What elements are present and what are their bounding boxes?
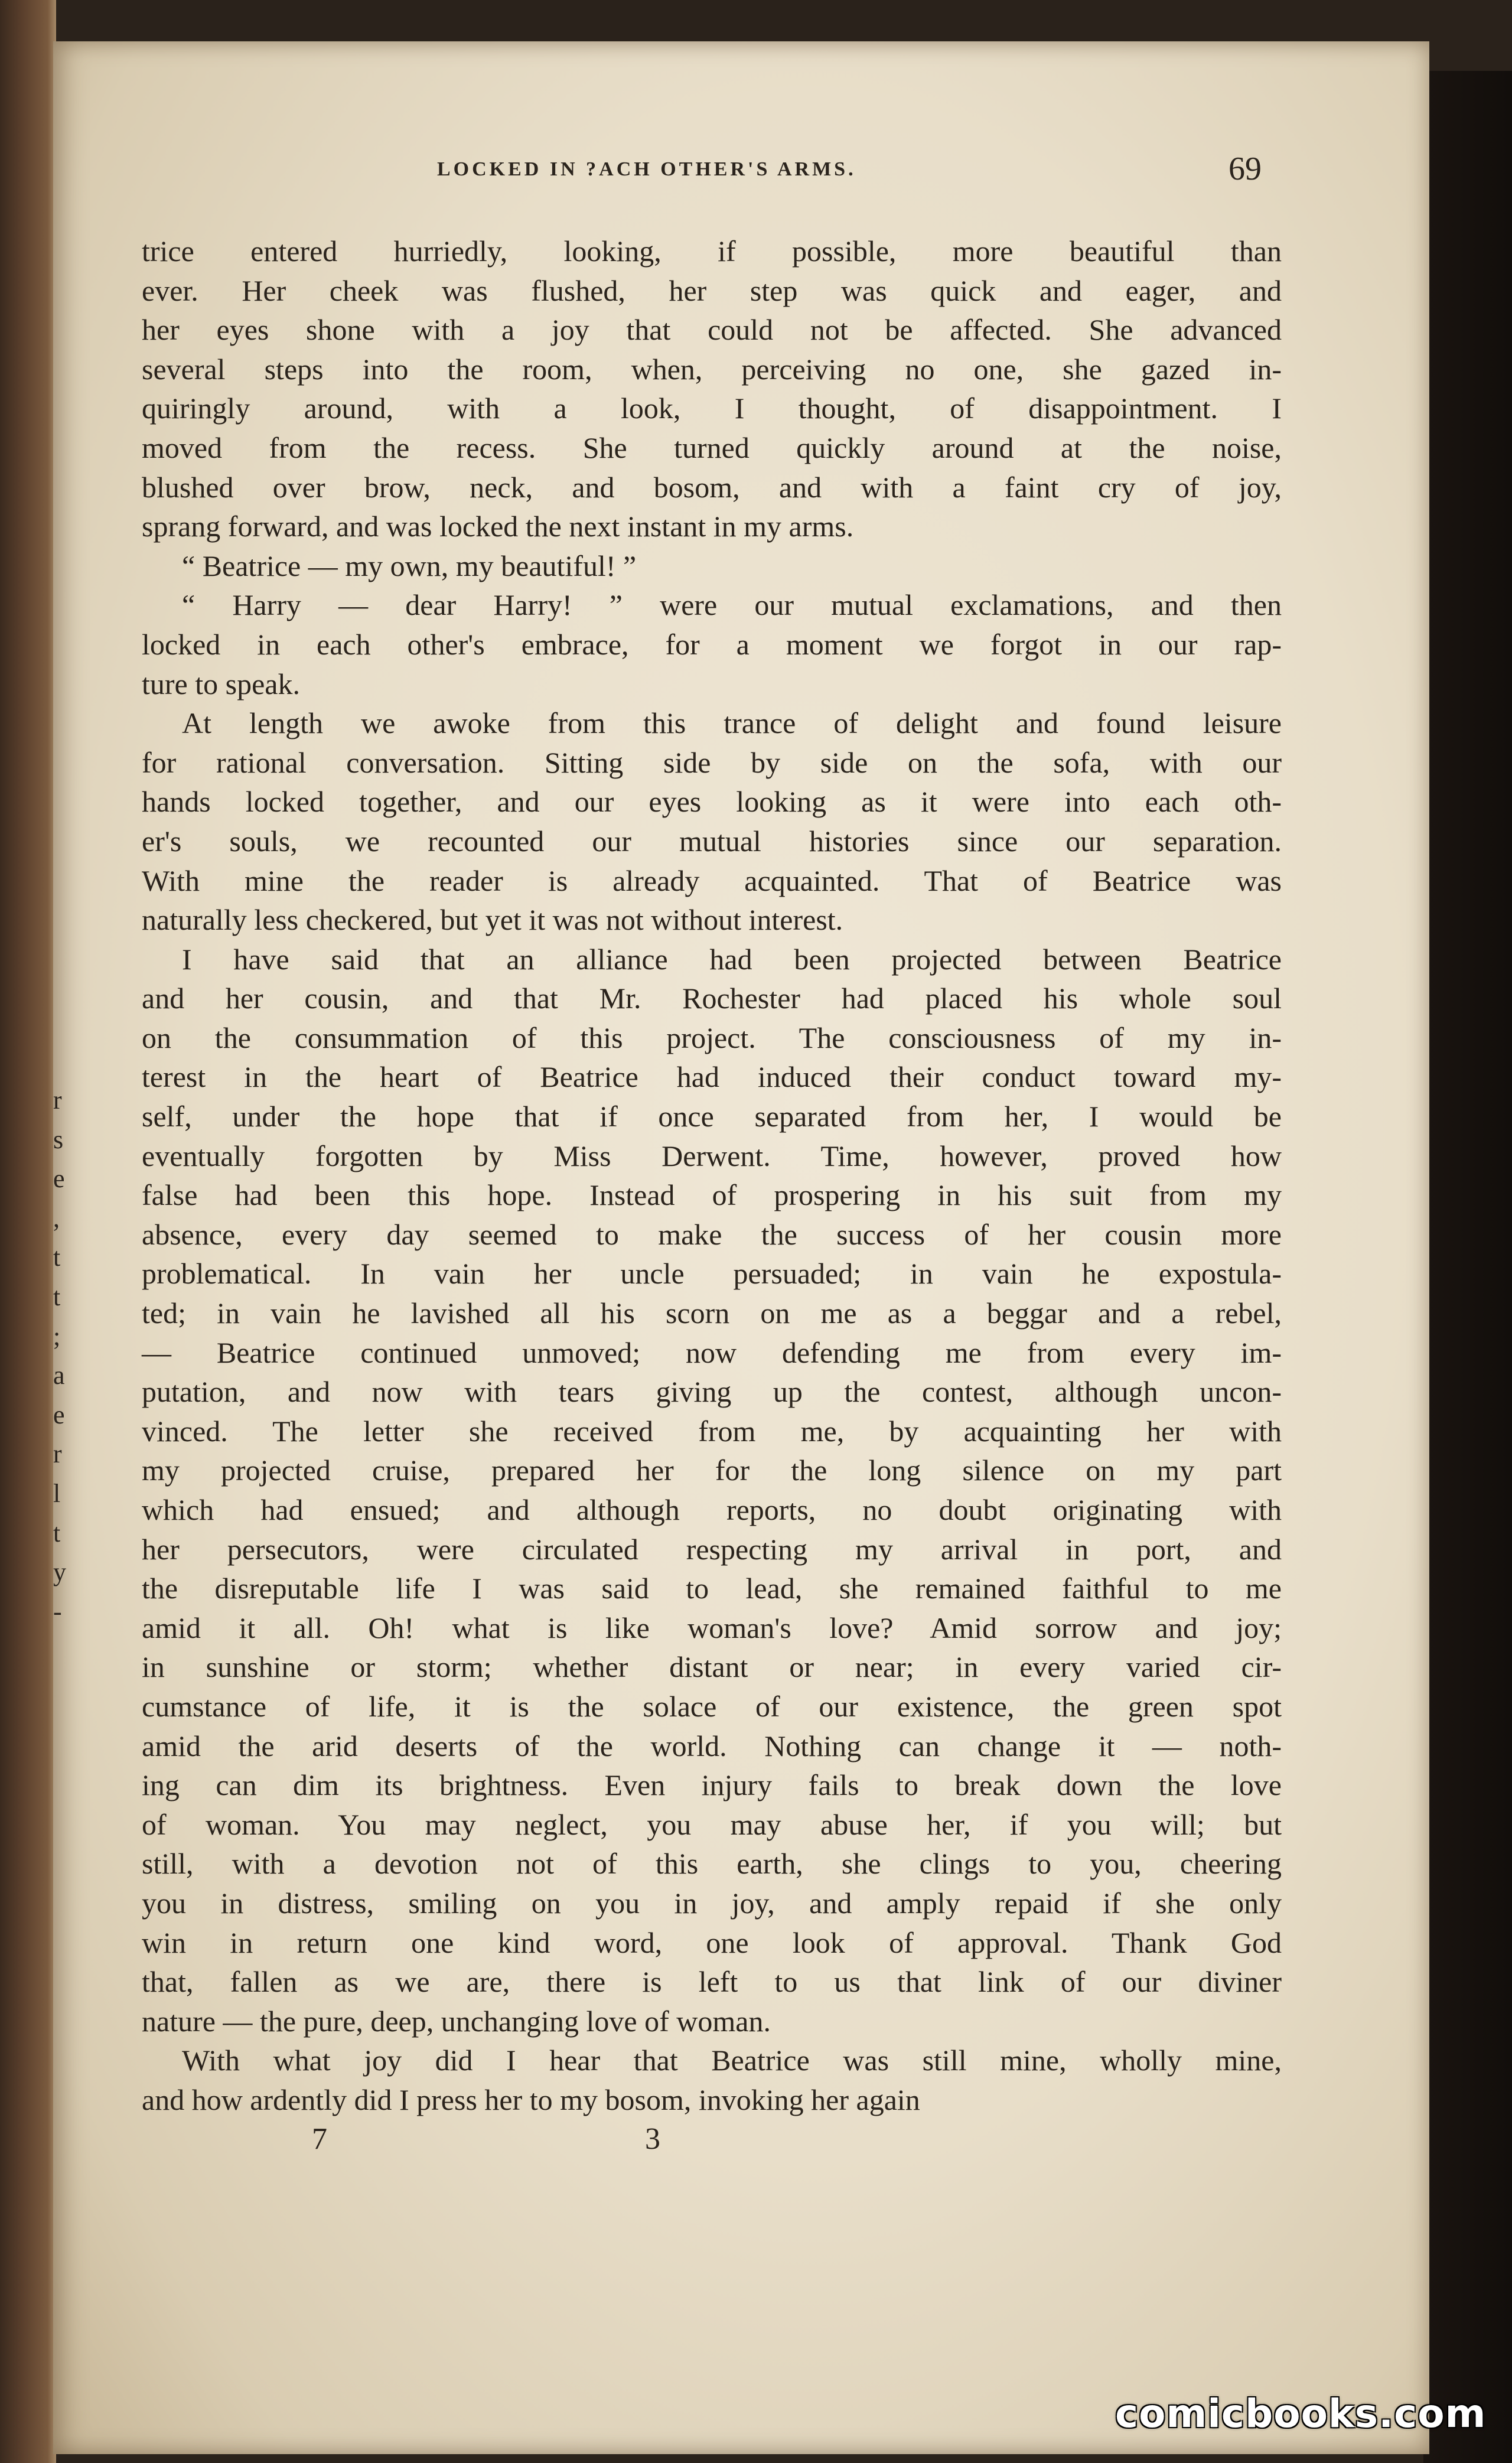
text-line: my projected cruise, prepared her for the long silence on my part	[142, 1454, 1282, 1487]
printer-signature-marks	[142, 2122, 1282, 2163]
gutter-show-through-marks	[53, 1081, 77, 1631]
page-number: 69	[1228, 151, 1262, 187]
gutter-mark: e	[53, 1164, 65, 1194]
gutter-mark: ;	[53, 1321, 61, 1351]
text-line: the disreputable life I was said to lead, she remained faithful to me	[142, 1572, 1282, 1605]
gutter-mark: y	[53, 1558, 66, 1587]
text-line: moved from the recess. She turned quickly around at the noise,	[142, 431, 1282, 464]
text-line: cumstance of life, it is the solace of our existence, the green spot	[142, 1689, 1282, 1723]
text-line: problematical. In vain her uncle persuaded; in vain he expostula-	[142, 1257, 1282, 1291]
gutter-mark: t	[53, 1243, 61, 1272]
text-line: blushed over brow, neck, and bosom, and with a faint cry of joy,	[142, 470, 1282, 504]
text-line: win in return one kind word, one look of approval. Thank God	[142, 1926, 1282, 1959]
text-line: and her cousin, and that Mr. Rochester had placed his whole soul	[142, 982, 1282, 1015]
gutter-mark: t	[53, 1518, 61, 1547]
text-line: absence, every day seemed to make the success of her cousin more	[142, 1217, 1282, 1251]
text-line: quiringly around, with a look, I thought, of disappointment. I	[142, 392, 1282, 425]
text-line: false had been this hope. Instead of prospering in his suit from my	[142, 1178, 1282, 1212]
text-line: ever. Her cheek was flushed, her step was quick and eager, and	[142, 273, 1282, 307]
text-line: for rational conversation. Sitting side by side on the sofa, with our	[142, 745, 1282, 779]
gutter-mark: e	[53, 1400, 65, 1429]
gutter-mark: l	[53, 1478, 61, 1508]
text-line: self, under the hope that if once separated from her, I would be	[142, 1100, 1282, 1133]
text-line: that, fallen as we are, there is left to us that link of our diviner	[142, 1965, 1282, 1999]
text-line: vinced. The letter she received from me, by acquainting her with	[142, 1414, 1282, 1448]
text-line: locked in each other's embrace, for a moment we forgot in our rap-	[142, 627, 1282, 661]
running-head	[53, 151, 1329, 200]
text-line: of woman. You may neglect, you may abuse her, if you will; but	[142, 1807, 1282, 1841]
text-line: ture to speak.	[142, 667, 300, 701]
text-line: sprang forward, and was locked the next instant in my arms.	[142, 510, 854, 543]
text-line: nature — the pure, deep, unchanging love of woman.	[142, 2004, 771, 2038]
text-line: ted; in vain he lavished all his scorn on me as a beggar and a rebel,	[142, 1296, 1282, 1330]
text-line: which had ensued; and although reports, no doubt originating with	[142, 1493, 1282, 1526]
text-line: With what joy did I hear that Beatrice was still mine, wholly mine,	[182, 2044, 1282, 2077]
text-line: I have said that an alliance had been projected between Beatrice	[182, 942, 1282, 976]
text-line: er's souls, we recounted our mutual histories since our separation.	[142, 824, 1282, 858]
watermark-logo: comicbooks.com	[1115, 2391, 1487, 2436]
gutter-mark: r	[53, 1439, 62, 1469]
gutter-mark: ,	[53, 1203, 60, 1233]
text-line: terest in the heart of Beatrice had induced their conduct toward my-	[142, 1060, 1282, 1094]
text-line: you in distress, smiling on you in joy, and amply repaid if she only	[142, 1886, 1282, 1920]
text-line: With mine the reader is already acquainted. That of Beatrice was	[142, 864, 1282, 897]
text-line: hands locked together, and our eyes looking as it were into each oth-	[142, 785, 1282, 819]
text-line: in sunshine or storm; whether distant or near; in every varied cir-	[142, 1650, 1282, 1684]
gutter-mark: t	[53, 1282, 61, 1311]
gutter-mark: s	[53, 1125, 64, 1154]
dark-background-edge	[1423, 71, 1512, 2463]
text-line: several steps into the room, when, perceiving no one, she gazed in-	[142, 352, 1282, 386]
signature-mark-left: 7	[312, 2122, 327, 2156]
text-line: putation, and now with tears giving up the contest, although uncon-	[142, 1375, 1282, 1409]
running-head-title: LOCKED IN ?ACH OTHER'S ARMS.	[437, 158, 856, 180]
book-binding-edge	[0, 0, 56, 2463]
gutter-mark: a	[53, 1361, 65, 1390]
text-line: amid it all. Oh! what is like woman's love? Amid sorrow and joy;	[142, 1611, 1282, 1644]
text-line: naturally less checkered, but yet it was not without interest.	[142, 903, 843, 937]
signature-mark-right: 3	[645, 2122, 660, 2156]
text-line: her persecutors, were circulated respecting my arrival in port, and	[142, 1532, 1282, 1566]
text-line: trice entered hurriedly, looking, if possible, more beautiful than	[142, 234, 1282, 268]
text-line: and how ardently did I press her to my bosom, invoking her again	[142, 2083, 920, 2116]
text-line: her eyes shone with a joy that could not be affected. She advanced	[142, 313, 1282, 347]
text-line: ing can dim its brightness. Even injury fails to break down the love	[142, 1768, 1282, 1802]
text-line: eventually forgotten by Miss Derwent. Time, however, proved how	[142, 1139, 1282, 1172]
text-line: “ Harry — dear Harry! ” were our mutual exclamations, and then	[182, 588, 1282, 622]
text-line: “ Beatrice — my own, my beautiful! ”	[182, 549, 637, 582]
text-line: — Beatrice continued unmoved; now defending me from every im-	[142, 1335, 1282, 1369]
text-line: amid the arid deserts of the world. Nothing can change it — noth-	[142, 1729, 1282, 1762]
text-line: At length we awoke from this trance of delight and found leisure	[182, 706, 1282, 740]
body-text	[142, 232, 1282, 2120]
text-line: still, with a devotion not of this earth, she clings to you, cheering	[142, 1847, 1282, 1881]
text-line: on the consummation of this project. The consciousness of my in-	[142, 1021, 1282, 1054]
gutter-mark: r	[53, 1086, 62, 1115]
gutter-mark: -	[53, 1597, 62, 1626]
